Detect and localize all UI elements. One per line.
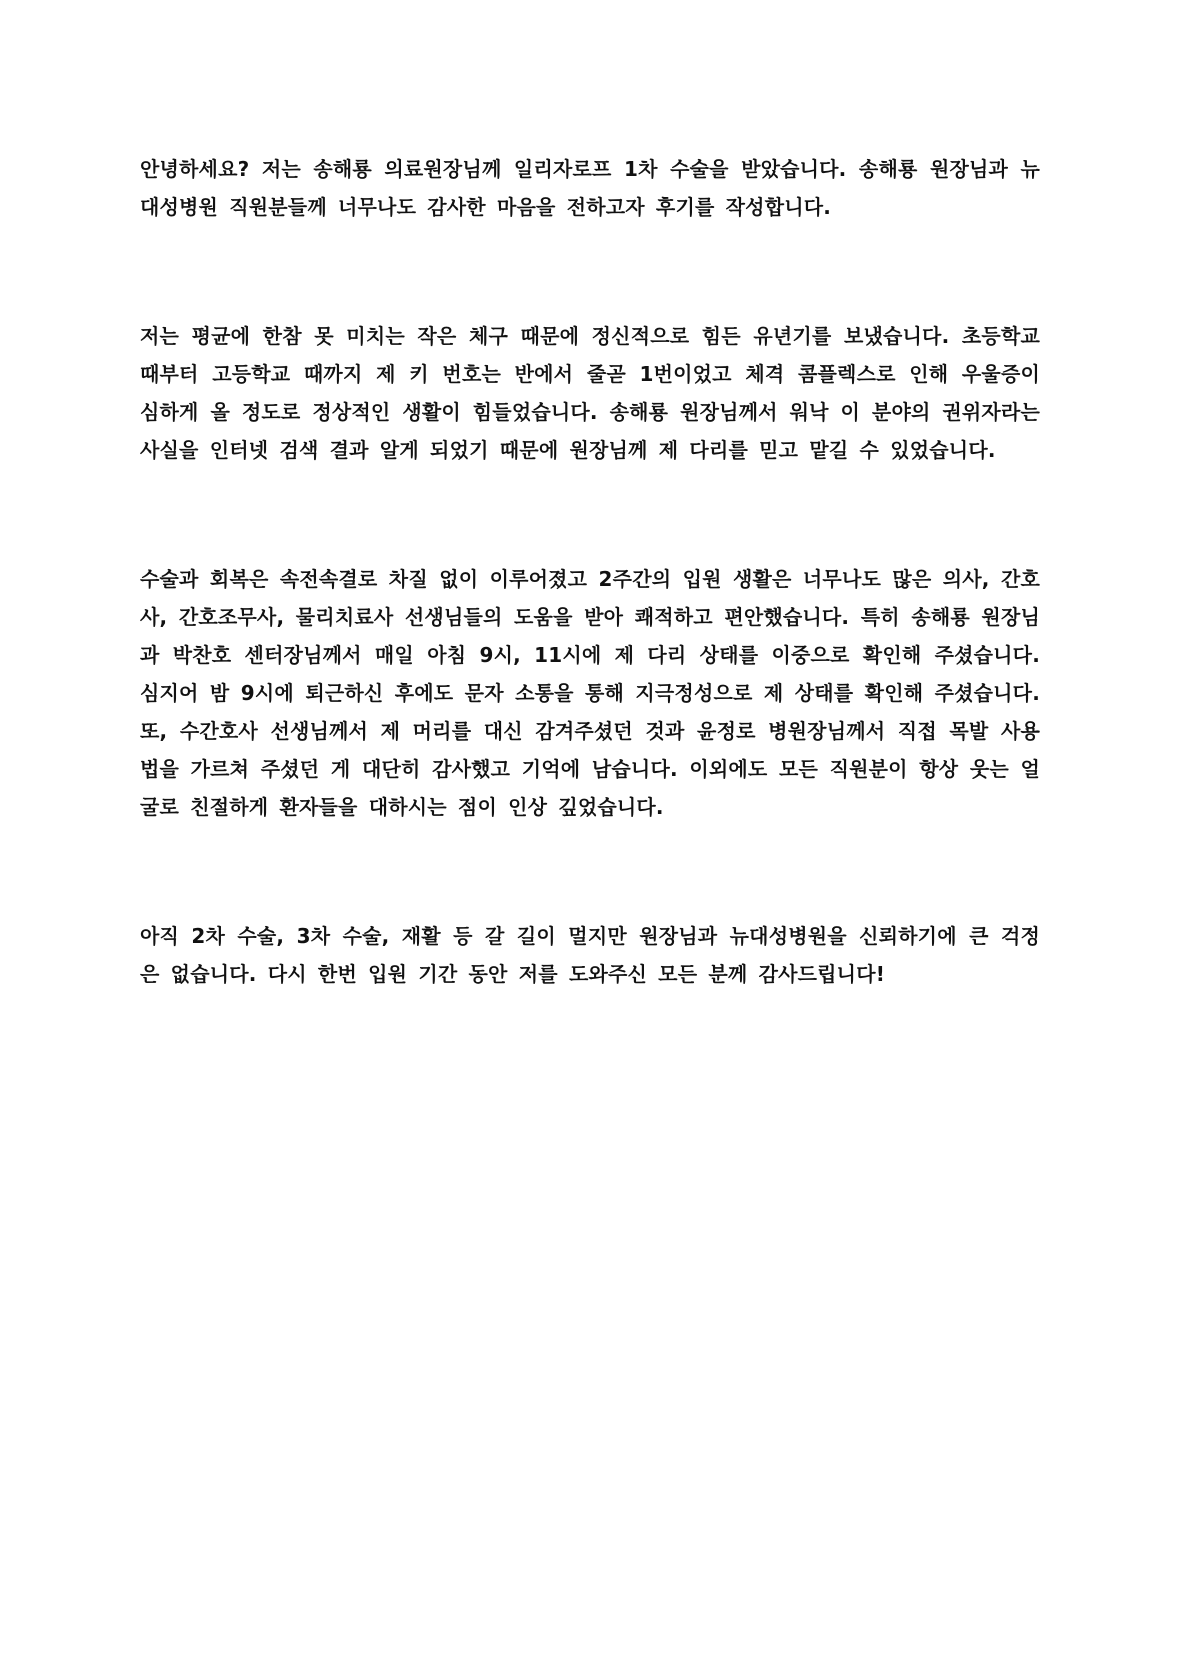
document-body <box>140 150 1040 993</box>
paragraph-closing: 아직 2차 수술, 3차 수술, 재활 등 갈 길이 멀지만 원장님과 뉴대성병원을 신뢰하기에 큰 걱정은 없습니다. 다시 한번 입원 기간 동안 저를 도와주신 모든 분께 감사드립니다! <box>140 924 1040 986</box>
paragraph-background: 저는 평균에 한참 못 미치는 작은 체구 때문에 정신적으로 힘든 유년기를 보냈습니다. 초등학교 때부터 고등학교 때까지 제 키 번호는 반에서 줄곧 1번이었고 체격 콤플렉스로 인해 우울증이 심하게 올 정도로 정상적인 생활이 힘들었습니다. 송해룡 원장님께서 워낙 이 분야의 권위자라는 사실을 인터넷 검색 결과 알게 되었기 때문에 원장님께 제 다리를 믿고 맡길 수 있었습니다. <box>140 324 1040 462</box>
paragraph-greeting: 안녕하세요? 저는 송해룡 의료원장님께 일리자로프 1차 수술을 받았습니다. 송해룡 원장님과 뉴대성병원 직원분들께 너무나도 감사한 마음을 전하고자 후기를 작성합니다. <box>140 157 1040 219</box>
paragraph-hospital-stay: 수술과 회복은 속전속결로 차질 없이 이루어졌고 2주간의 입원 생활은 너무나도 많은 의사, 간호사, 간호조무사, 물리치료사 선생님들의 도움을 받아 쾌적하고 편안했습니다. 특히 송해룡 원장님과 박찬호 센터장님께서 매일 아침 9시, 11시에 제 다리 상태를 이중으로 확인해 주셨습니다. 심지어 밤 9시에 퇴근하신 후에도 문자 소통을 통해 지극정성으로 제 상태를 확인해 주셨습니다. 또, 수간호사 선생님께서 제 머리를 대신 감겨주셨던 것과 윤정로 병원장님께서 직접 목발 사용법을 가르쳐 주셨던 게 대단히 감사했고 기억에 남습니다. 이외에도 모든 직원분이 항상 웃는 얼굴로 친절하게 환자들을 대하시는 점이 인상 깊었습니다. <box>140 567 1040 819</box>
